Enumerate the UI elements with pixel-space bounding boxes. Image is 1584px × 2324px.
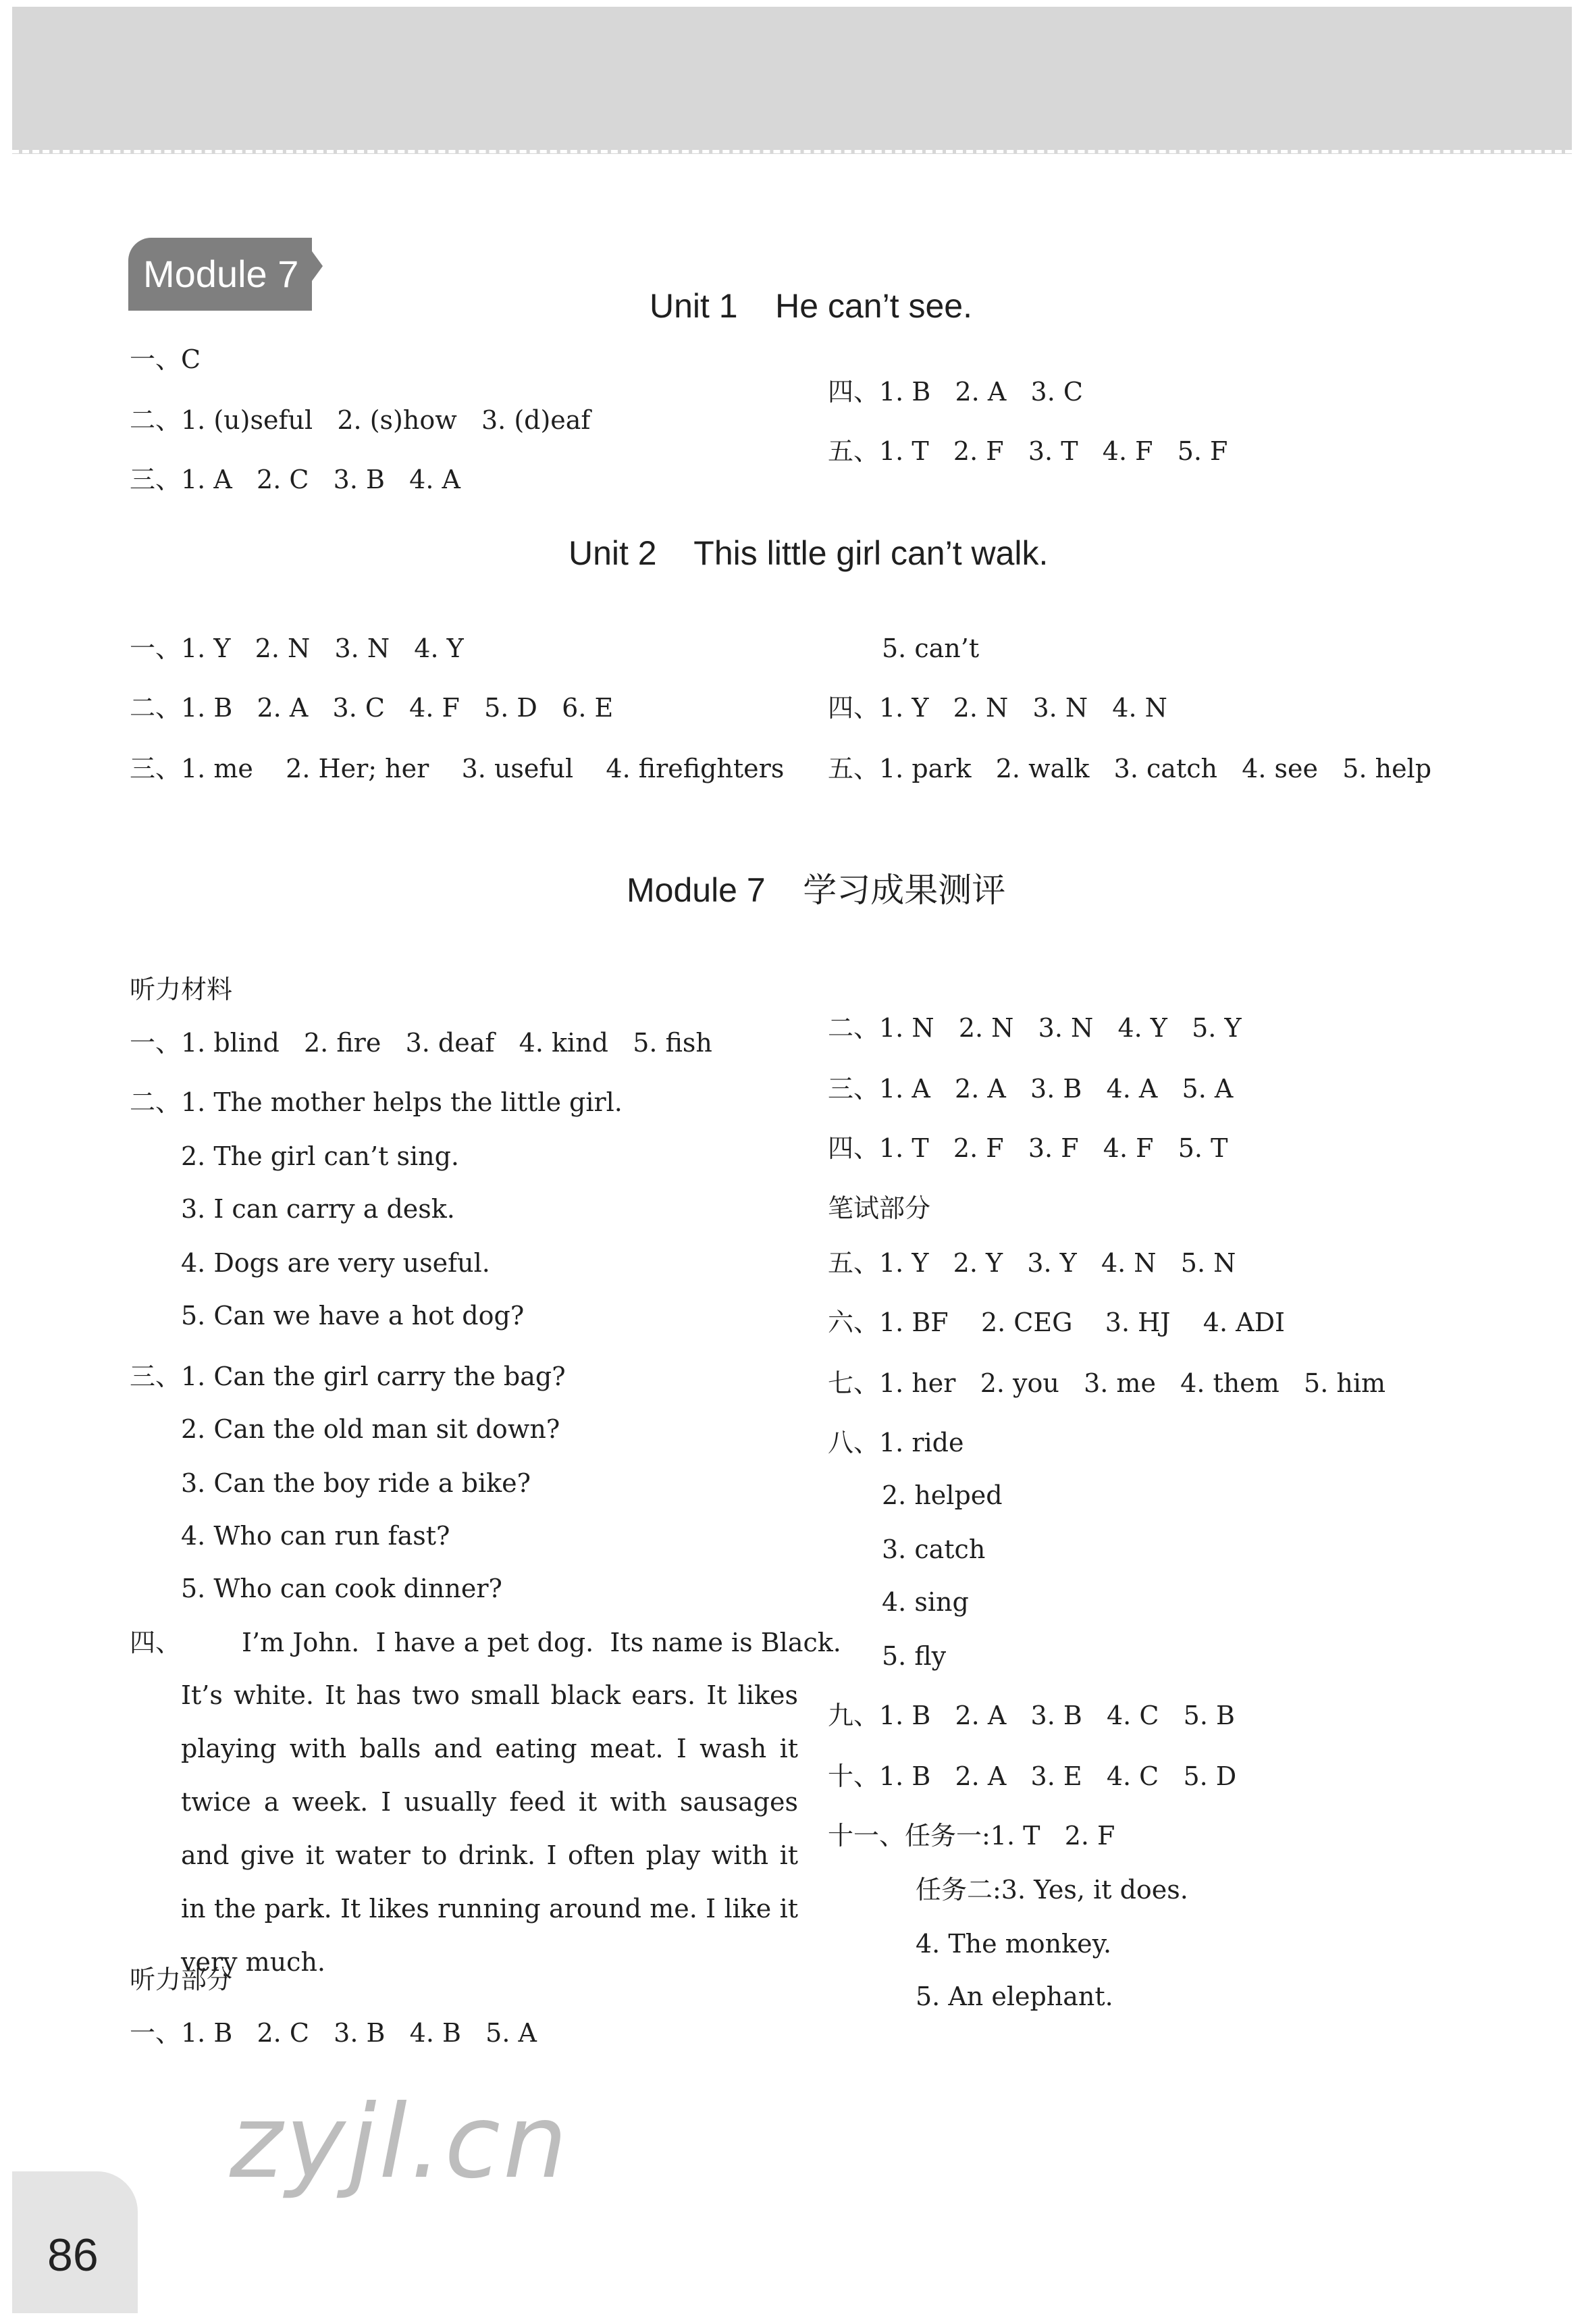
unit1-answer-1: 一、C [130,344,201,374]
unit1-answer-5: 五、1. T 2. F 3. T 4. F 5. F [828,436,1228,466]
passage-body: It’s white. It has two small black ears. It likes playing with balls and eating meat. I wash it twice a week. I usually feed it with sausages and give it water to drink. I often play with it in the park. It likes running around me. I like it very much. [181,1680,798,1977]
right-line-11: 4. sing [882,1587,969,1617]
right-line-9: 2. helped [882,1480,1003,1510]
listening-part-answers: 一、1. B 2. C 3. B 4. B 5. A [130,2018,537,2048]
header-band [12,7,1572,154]
module-badge: Module 7 [128,238,312,311]
unit1-answer-2: 二、1. (u)seful 2. (s)how 3. (d)eaf [130,405,591,435]
material-line-1: 一、1. blind 2. fire 3. deaf 4. kind 5. fish [130,1028,712,1058]
right-line-17: 4. The monkey. [916,1929,1112,1959]
unit1-title: Unit 1 He can’t see. [650,287,973,325]
test-title: Module 7 学习成果测评 [627,871,1006,909]
passage-first-line: I’m John. I have a pet dog. Its name is Black. [242,1628,841,1657]
right-line-1: 二、1. N 2. N 3. N 4. Y 5. Y [828,1013,1242,1043]
header-dashed-line [12,150,1572,153]
listening-part-label: 听力部分 [130,1965,233,1994]
module-badge-arrow [312,251,323,281]
material-line-10: 4. Who can run fast? [181,1521,450,1551]
listening-material-label: 听力材料 [130,975,233,1004]
watermark: zyjl.cn [230,2084,571,2201]
material-line-6: 5. Can we have a hot dog? [181,1301,525,1331]
material-line-3: 2. The girl can’t sing. [181,1141,459,1171]
right-line-8: 八、1. ride [828,1428,964,1457]
unit2-answer-4: 四、1. Y 2. N 3. N 4. N [828,693,1167,723]
unit2-answer-2: 二、1. B 2. A 3. C 4. F 5. D 6. E [130,693,614,723]
unit1-answer-4: 四、1. B 2. A 3. C [828,377,1083,407]
material-line-11: 5. Who can cook dinner? [181,1574,502,1603]
material-line-5: 4. Dogs are very useful. [181,1248,490,1278]
unit2-answer-1: 一、1. Y 2. N 3. N 4. Y [130,634,464,663]
right-line-6: 六、1. BF 2. CEG 3. HJ 4. ADI [828,1308,1286,1337]
material-line-2: 二、1. The mother helps the little girl. [130,1087,623,1117]
right-line-16: 任务二:3. Yes, it does. [916,1875,1188,1905]
right-line-10: 3. catch [882,1534,986,1564]
page-number: 86 [47,2229,99,2281]
right-line-3: 四、1. T 2. F 3. F 4. F 5. T [828,1133,1228,1163]
unit2-title: Unit 2 This little girl can’t walk. [569,534,1049,572]
right-line-5: 五、1. Y 2. Y 3. Y 4. N 5. N [828,1248,1236,1278]
unit2-answer-3-cont: 5. can’t [882,634,980,663]
right-line-14: 十、1. B 2. A 3. E 4. C 5. D [828,1761,1237,1791]
right-line-7: 七、1. her 2. you 3. me 4. them 5. him [828,1368,1386,1398]
right-line-15: 十一、任务一:1. T 2. F [828,1821,1115,1851]
unit1-answer-3: 三、1. A 2. C 3. B 4. A [130,465,460,494]
passage-prefix: 四、 [130,1628,182,1657]
material-line-7: 三、1. Can the girl carry the bag? [130,1362,566,1391]
right-line-18: 5. An elephant. [916,1982,1113,2011]
unit2-answer-3: 三、1. me 2. Her; her 3. useful 4. firefighters [130,754,785,783]
material-line-9: 3. Can the boy ride a bike? [181,1468,531,1498]
material-line-4: 3. I can carry a desk. [181,1194,455,1224]
right-line-13: 九、1. B 2. A 3. B 4. C 5. B [828,1701,1235,1730]
right-line-12: 5. fly [882,1641,947,1671]
material-line-8: 2. Can the old man sit down? [181,1414,560,1444]
right-line-2: 三、1. A 2. A 3. B 4. A 5. A [828,1074,1234,1104]
written-part-label: 笔试部分 [828,1193,931,1223]
unit2-answer-5: 五、1. park 2. walk 3. catch 4. see 5. help [828,754,1432,783]
